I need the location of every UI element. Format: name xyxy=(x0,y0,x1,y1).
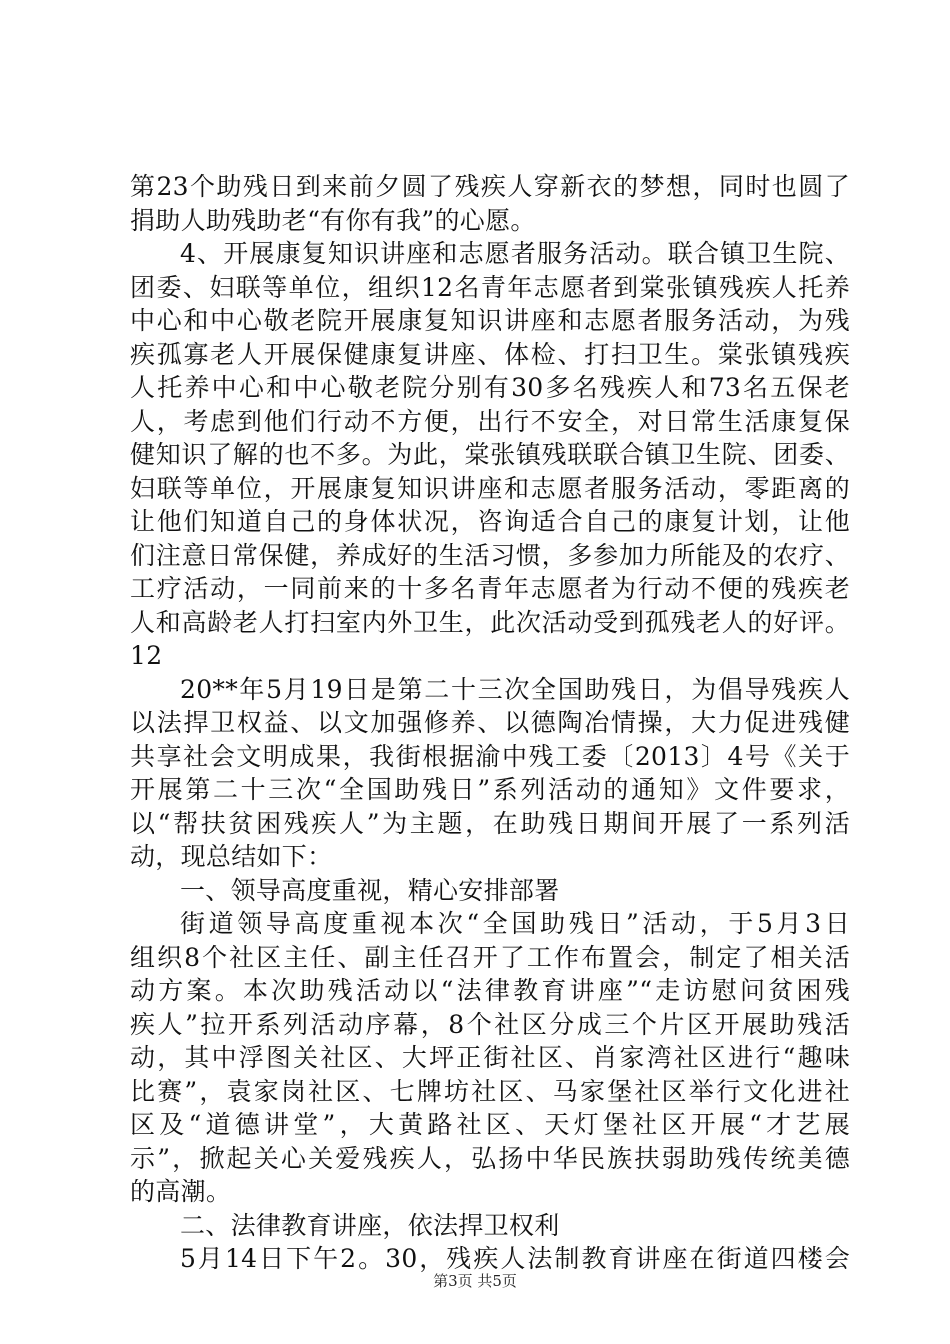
document-body xyxy=(130,170,850,1276)
text-line: 动，现总结如下： xyxy=(130,842,333,871)
text-line: 示”，掀起关心关爱残疾人，弘扬中华民族扶弱助残传统美德 xyxy=(130,1143,850,1173)
text-line: 让他们知道自己的身体状况，咨询适合自己的康复计划，让他 xyxy=(130,507,850,536)
text-line: 12 xyxy=(130,641,163,670)
text-line: 5月14日下午2。30，残疾人法制教育讲座在街道四楼会 xyxy=(180,1244,850,1273)
text-line: 共享社会文明成果，我街根据渝中残工委〔2013〕4号《关于 xyxy=(130,741,850,771)
text-line: 疾孤寡老人开展保健康复讲座、体检、打扫卫生。棠张镇残疾 xyxy=(130,339,850,369)
page-footer: 第3页 共5页 xyxy=(433,1272,517,1290)
text-line: 人和高龄老人打扫室内外卫生，此次活动受到孤残老人的好评。 xyxy=(130,607,850,637)
text-line: 组织8个社区主任、副主任召开了工作布置会，制定了相关活 xyxy=(130,942,850,972)
text-line: 动，其中浮图关社区、大坪正街社区、肖家湾社区进行“趣味 xyxy=(130,1043,850,1072)
section-heading: 二、法律教育讲座，依法捍卫权利 xyxy=(180,1210,560,1240)
text-line: 区及“道德讲堂”，大黄路社区、天灯堡社区开展“才艺展 xyxy=(130,1110,850,1139)
text-line: 开展第二十三次“全国助残日”系列活动的通知》文件要求， xyxy=(130,775,850,804)
text-line: 人，考虑到他们行动不方便，出行不安全，对日常生活康复保 xyxy=(130,406,850,436)
text-line: 疾人”拉开系列活动序幕，8个社区分成三个片区开展助残活 xyxy=(130,1009,850,1039)
section-heading: 一、领导高度重视，精心安排部署 xyxy=(180,875,560,905)
text-line: 人托养中心和中心敬老院分别有30多名残疾人和73名五保老 xyxy=(130,373,850,402)
text-line: 捐助人助残助老“有你有我”的心愿。 xyxy=(130,205,536,235)
text-line: 妇联等单位，开展康复知识讲座和志愿者服务活动，零距离的 xyxy=(130,473,850,503)
text-line: 以法捍卫权益、以文加强修养、以德陶冶情操，大力促进残健 xyxy=(130,708,850,737)
text-line: 健知识了解的也不多。为此，棠张镇残联联合镇卫生院、团委、 xyxy=(130,440,850,469)
text-line: 工疗活动，一同前来的十多名青年志愿者为行动不便的残疾老 xyxy=(130,574,850,603)
text-line: 的高潮。 xyxy=(130,1177,232,1206)
text-line: 街道领导高度重视本次“全国助残日”活动，于5月3日 xyxy=(180,909,850,938)
text-line: 动方案。本次助残活动以“法律教育讲座”“走访慰问贫困残 xyxy=(130,976,850,1005)
text-line: 团委、妇联等单位，组织12名青年志愿者到棠张镇残疾人托养 xyxy=(130,272,850,302)
text-line: 以“帮扶贫困残疾人”为主题，在助残日期间开展了一系列活 xyxy=(130,808,850,838)
text-line: 中心和中心敬老院开展康复知识讲座和志愿者服务活动，为残 xyxy=(130,306,850,335)
text-line: 第23个助残日到来前夕圆了残疾人穿新衣的梦想，同时也圆了 xyxy=(130,172,850,201)
text-line: 比赛”，袁家岗社区、七牌坊社区、马家堡社区举行文化进社 xyxy=(130,1076,850,1106)
text-line: 20**年5月19日是第二十三次全国助残日，为倡导残疾人 xyxy=(180,674,850,704)
text-line: 4、开展康复知识讲座和志愿者服务活动。联合镇卫生院、 xyxy=(180,239,850,268)
text-line: 们注意日常保健，养成好的生活习惯，多参加力所能及的农疗、 xyxy=(130,540,850,570)
